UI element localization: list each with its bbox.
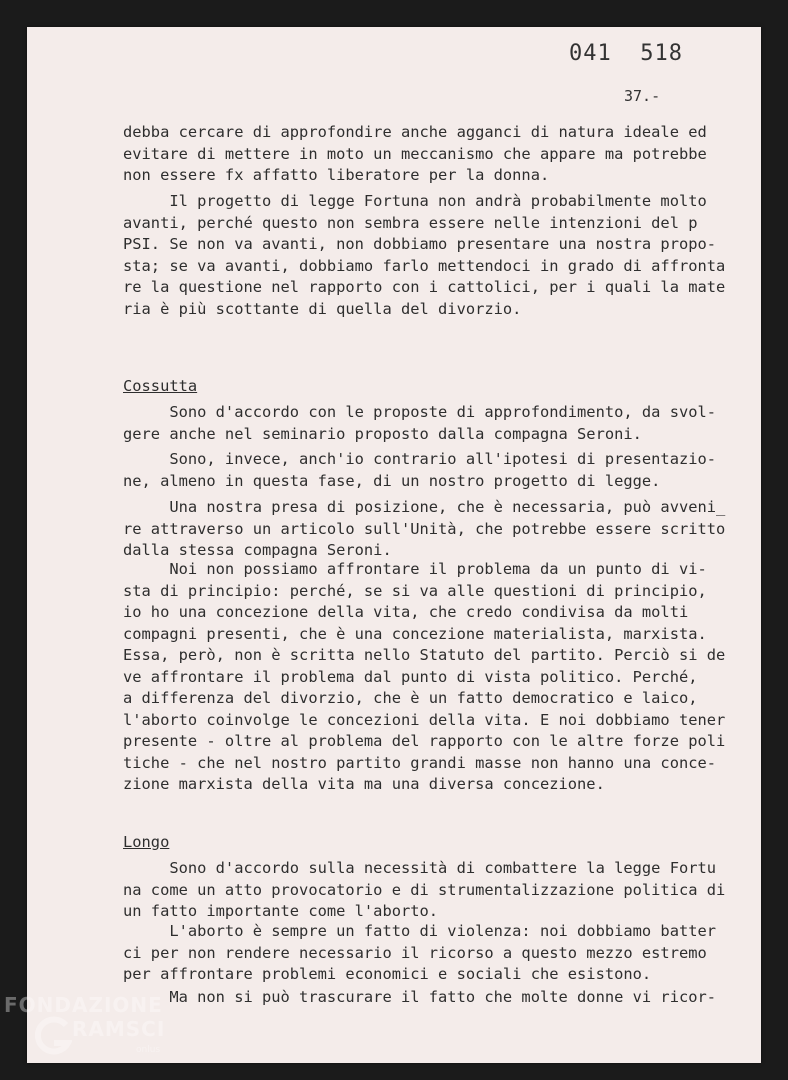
watermark-line-1: FONDAZIONE — [4, 993, 163, 1017]
speaker-heading-cossutta: Cossutta — [123, 377, 198, 395]
speaker-heading-longo: Longo — [123, 833, 170, 851]
watermark-line-2: RAMSCI — [72, 1017, 166, 1041]
paragraph-2: Il progetto di legge Fortuna non andrà probabilmente molto avanti, perché questo non sembra essere nelle intenzioni del p PSI. Se non va avanti, non dobbiamo presentare una nostra propo- sta; se va avanti, dobbiamo farlo mettendoci in grado di affronta re la questione nel rapporto con i cattolici, per i quali la mate ria è più scottante di quella del divorzio. — [123, 192, 726, 318]
paragraph-6: Noi non possiamo affrontare il problema da un punto di vi- sta di principio: perché, se si va alle questioni di principio, io ho una concezione della vita, che credo condivisa da molti compagni presenti, che è una concezione materialista, marxista. Essa, però, non è scritta nello Statuto del partito. Perciò si de ve affrontare il problema dal punto di vista politico. Perché, a differenza del divorzio, che è un fatto democratico e laico, l'aborto coinvolge le concezioni della vita. E noi dobbiamo tener presente - oltre al problema del rapporto con le altre forze poli tiche - che nel nostro partito grandi masse non hanno una conce- zione marxista della vita ma una diversa concezione. — [123, 560, 726, 793]
fondazione-gramsci-watermark — [4, 993, 204, 1073]
paragraph-8: L'aborto è sempre un fatto di violenza: noi dobbiamo batter ci per non rendere necessario il ricorso a questo mezzo estremo per affrontare problemi economici e sociali che esistono. — [123, 922, 717, 983]
paragraph-4: Sono, invece, anch'io contrario all'ipotesi di presentazio- ne, almeno in questa fase, di un nostro progetto di legge. — [123, 450, 717, 490]
gramsci-logo-icon — [32, 1015, 72, 1059]
paragraph-5: Una nostra presa di posizione, che è necessaria, può avveni_ re attraverso un articolo sull'Unità, che potrebbe essere scritto dalla stessa compagna Seroni. — [123, 498, 726, 559]
archive-number: 041 518 — [569, 41, 683, 66]
paragraph-7: Sono d'accordo sulla necessità di combattere la legge Fortu na come un atto provocatorio e di strumentalizzazione politica di un fatto importante come l'aborto. — [123, 859, 726, 920]
paragraph-9: Ma non si può trascurare il fatto che molte donne vi ricor- — [123, 988, 717, 1006]
paragraph-3: Sono d'accordo con le proposte di approfondimento, da svol- gere anche nel seminario proposto dalla compagna Seroni. — [123, 403, 717, 443]
paragraph-1: debba cercare di approfondire anche agganci di natura ideale ed evitare di mettere in moto un meccanismo che appare ma potrebbe non essere fx affatto liberatore per la donna. — [123, 123, 707, 184]
document-page — [27, 27, 761, 1063]
watermark-line-3: onlus — [136, 1045, 161, 1055]
page-number: 37.- — [624, 87, 661, 105]
